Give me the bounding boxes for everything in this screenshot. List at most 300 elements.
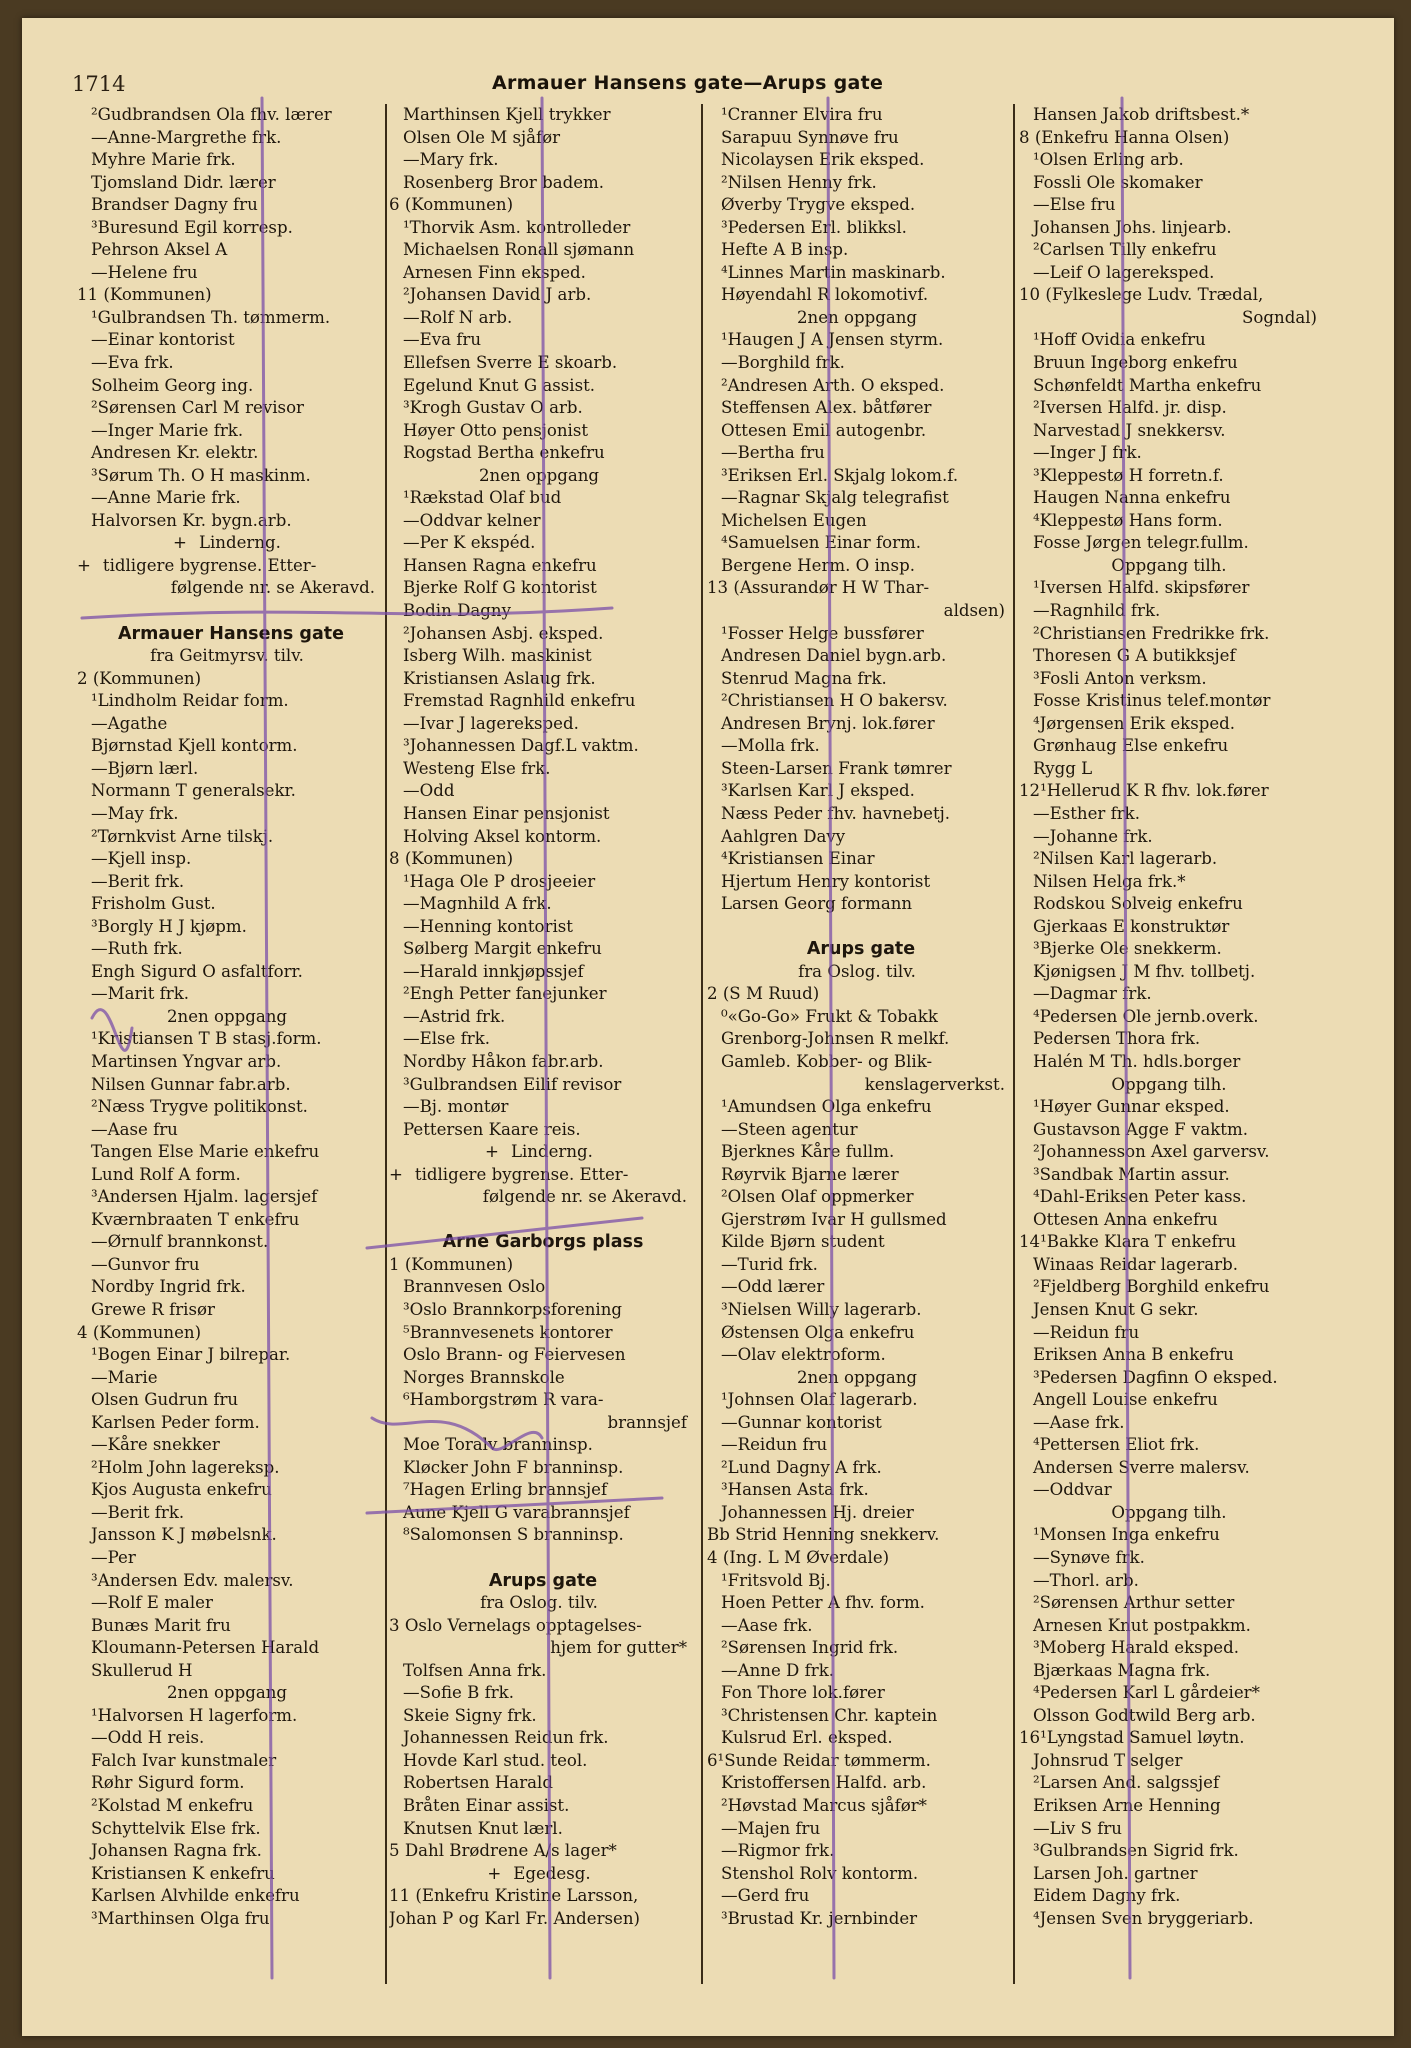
- directory-entry: —Johanne frk.: [1033, 826, 1153, 846]
- directory-entry: —Gunnar kontorist: [721, 1412, 882, 1432]
- directory-entry: Eriksen Arne Henning: [1033, 1796, 1221, 1816]
- spacer: [389, 1209, 689, 1232]
- directory-entry: Nordby Håkon fabr.arb.: [403, 1051, 604, 1071]
- directory-entry: Marthinsen Kjell trykker: [403, 105, 611, 124]
- directory-entry: Kristoffersen Halfd. arb.: [721, 1773, 927, 1793]
- directory-entry: ³Christensen Chr. kaptein: [721, 1705, 938, 1725]
- directory-entry: Martinsen Yngvar arb.: [91, 1051, 282, 1071]
- directory-entry: Gustavson Agge F vaktm.: [1033, 1119, 1248, 1139]
- house-number-entry: 6¹Sunde Reidar tømmerm.: [707, 1750, 931, 1770]
- directory-entry: ³Sørum Th. O H maskinm.: [91, 465, 311, 485]
- directory-entry: —Berit frk.: [91, 871, 185, 891]
- directory-entry: ²Tørnkvist Arne tilskj.: [91, 826, 274, 846]
- page-number: 1714: [72, 72, 126, 96]
- directory-entry: ²Holm John lagereksp.: [91, 1457, 280, 1477]
- directory-entry: Steffensen Alex. båtfører: [721, 398, 932, 418]
- directory-entry: —Steen agentur: [721, 1119, 858, 1139]
- house-number-entry: Bb Strid Henning snekkerv.: [707, 1525, 940, 1545]
- directory-entry: Andersen Sverre malersv.: [1033, 1457, 1250, 1477]
- directory-entry: ⁴Jensen Sven bryggeriarb.: [1033, 1908, 1254, 1928]
- directory-entry: ²Andresen Arth. O eksped.: [721, 375, 945, 395]
- directory-entry: Robertsen Harald: [403, 1773, 553, 1793]
- directory-entry: Kulsrud Erl. eksped.: [721, 1728, 893, 1748]
- directory-entry: Engh Sigurd O asfaltforr.: [91, 961, 303, 981]
- directory-entry: Grønhaug Else enkefru: [1033, 736, 1229, 756]
- directory-entry: —Anne D frk.: [721, 1660, 835, 1680]
- directory-entry: Haugen Nanna enkefru: [1033, 488, 1231, 508]
- directory-entry: —Ørnulf brannkonst.: [91, 1232, 269, 1252]
- directory-entry: Johansen Johs. linjearb.: [1033, 217, 1232, 237]
- spacer: [389, 1547, 689, 1570]
- directory-entry: Eriksen Anna B enkefru: [1033, 1345, 1234, 1365]
- directory-entry: Fossli Ole skomaker: [1033, 172, 1203, 192]
- directory-entry: Høyer Otto pensjonist: [403, 420, 589, 440]
- house-number-entry: 3 Oslo Vernelags opptagelses-: [389, 1615, 642, 1635]
- house-number-entry: 5 Dahl Brødrene A/s lager*: [389, 1841, 617, 1861]
- directory-entry: ⁴Dahl-Eriksen Peter kass.: [1033, 1187, 1247, 1207]
- directory-entry: —Einar kontorist: [91, 330, 235, 350]
- page-header: [72, 62, 1372, 102]
- directory-entry: Sogndal): [1242, 307, 1317, 327]
- directory-entry: Kløcker John F branninsp.: [403, 1457, 624, 1477]
- directory-entry: ⁸Salomonsen S branninsp.: [403, 1525, 624, 1545]
- directory-entry: —Ragnar Skjalg telegrafist: [721, 488, 949, 508]
- directory-entry: —Henning kontorist: [403, 916, 573, 936]
- directory-entry: ¹Høyer Gunnar eksped.: [1033, 1097, 1230, 1117]
- directory-entry: ¹Thorvik Asm. kontrolleder: [403, 217, 631, 237]
- directory-entry: ²Iversen Halfd. jr. disp.: [1033, 398, 1227, 418]
- directory-entry: —Rolf E maler: [91, 1593, 213, 1613]
- directory-entry: Kilde Bjørn student: [721, 1232, 885, 1252]
- directory-entry: Bruun Ingeborg enkefru: [1033, 353, 1238, 373]
- directory-entry: —Thorl. arb.: [1033, 1570, 1139, 1590]
- section-note: Oppgang tilh.: [1111, 1074, 1227, 1094]
- directory-entry: —Liv S fru: [1033, 1818, 1122, 1838]
- directory-entry: ²Nilsen Karl lagerarb.: [1033, 849, 1218, 869]
- directory-entry: Høyendahl R lokomotivf.: [721, 285, 929, 305]
- section-note: 2nen oppgang: [166, 1006, 288, 1026]
- directory-entry: Hansen Jakob driftsbest.*: [1033, 105, 1250, 124]
- directory-entry: Hovde Karl stud. teol.: [403, 1750, 588, 1770]
- directory-entry: ⁴Jørgensen Erik eksped.: [1033, 713, 1236, 733]
- directory-entry: ²Nilsen Henny frk.: [721, 172, 877, 192]
- directory-entry: Røhr Sigurd form.: [91, 1773, 245, 1793]
- directory-entry: Næss Peder fhv. havnebetj.: [721, 803, 951, 823]
- directory-entry: —Ragnhild frk.: [1033, 601, 1161, 621]
- directory-entry: Karlsen Peder form.: [91, 1412, 260, 1432]
- directory-entry: Johannessen Hj. dreier: [721, 1502, 914, 1522]
- section-note: 2nen oppgang: [478, 465, 600, 485]
- boundary-note: + Linderng.: [389, 1141, 689, 1164]
- directory-entry: ¹Rækstad Olaf bud: [403, 488, 562, 508]
- directory-entry: aldsen): [943, 601, 1005, 621]
- directory-entry: Kværnbraaten T enkefru: [91, 1209, 300, 1229]
- directory-entry: —Agathe: [91, 713, 168, 733]
- directory-entry: Bjerke Rolf G kontorist: [403, 578, 597, 598]
- directory-entry: —Rigmor frk.: [721, 1841, 835, 1861]
- directory-entry: —Kåre snekker: [91, 1435, 220, 1455]
- directory-entry: Michaelsen Ronall sjømann: [403, 240, 635, 260]
- directory-entry: ¹Fosser Helge bussfører: [721, 623, 924, 643]
- directory-entry: Røyrvik Bjarne lærer: [721, 1164, 899, 1184]
- section-note: 2nen oppgang: [166, 1683, 288, 1703]
- directory-entry: ⁴Samuelsen Einar form.: [721, 533, 922, 553]
- directory-entry: Aahlgren Davy: [721, 826, 846, 846]
- directory-entry: Fosse Kristinus telef.montør: [1033, 691, 1271, 711]
- directory-entry: ²Engh Petter fanejunker: [403, 984, 607, 1004]
- directory-entry: ⁶Hamborgstrøm R vara-: [403, 1390, 604, 1410]
- directory-entry: —Anne Marie frk.: [91, 488, 241, 508]
- directory-entry: Brandser Dagny fru: [91, 195, 258, 215]
- directory-entry: Rodskou Solveig enkefru: [1033, 894, 1243, 914]
- directory-entry: Schyttelvik Else frk.: [91, 1818, 261, 1838]
- directory-entry: Jensen Knut G sekr.: [1033, 1299, 1199, 1319]
- house-number-entry: 11 (Kommunen): [77, 285, 212, 305]
- directory-entry: ³Hansen Asta frk.: [721, 1480, 869, 1500]
- directory-entry: ²Christiansen H O bakersv.: [721, 691, 948, 711]
- section-note: fra Oslog. tilv.: [798, 961, 916, 981]
- directory-entry: ²Sørensen Arthur setter: [1033, 1593, 1235, 1613]
- house-number-entry: 6 (Kommunen): [389, 195, 514, 215]
- directory-entry: Kloumann-Petersen Harald: [91, 1638, 320, 1658]
- directory-entry: —Olav elektroform.: [721, 1345, 886, 1365]
- directory-entry: —Reidun fru: [1033, 1322, 1140, 1342]
- column-divider: [701, 104, 703, 1984]
- directory-entry: ¹Gulbrandsen Th. tømmerm.: [91, 307, 331, 327]
- house-number-entry: 10 (Fylkeslege Ludv. Trædal,: [1019, 285, 1264, 305]
- directory-entry: ¹Iversen Halfd. skipsfører: [1033, 578, 1250, 598]
- column-4: [1019, 104, 1319, 1984]
- directory-entry: ¹Bogen Einar J bilrepar.: [91, 1345, 291, 1365]
- directory-entry: —Esther frk.: [1033, 803, 1141, 823]
- directory-entry: —Bertha fru: [721, 443, 825, 463]
- directory-entry: Skullerud H: [91, 1660, 193, 1680]
- directory-entry: ¹Haga Ole P drosjeeier: [403, 871, 596, 891]
- directory-entry: Johansen Ragna frk.: [91, 1841, 262, 1861]
- directory-entry: —Leif O lagereksped.: [1033, 262, 1215, 282]
- spacer: [707, 916, 1007, 939]
- directory-entry: —Rolf N arb.: [403, 307, 513, 327]
- directory-entry: Andresen Brynj. lok.fører: [721, 713, 935, 733]
- directory-entry: Rogstad Bertha enkefru: [403, 443, 605, 463]
- column-3: [707, 104, 1007, 1984]
- directory-entry: Stenrud Magna frk.: [721, 668, 887, 688]
- directory-entry: Schønfeldt Martha enkefru: [1033, 375, 1262, 395]
- directory-entry: ⁴Kristiansen Einar: [721, 849, 875, 869]
- directory-entry: Gjerstrøm Ivar H gullsmed: [721, 1209, 947, 1229]
- directory-entry: ⁴Pedersen Karl L gårdeier*: [1033, 1683, 1260, 1703]
- directory-entry: Nicolaysen Erik eksped.: [721, 150, 925, 170]
- directory-entry: Rosenberg Bror badem.: [403, 172, 605, 192]
- directory-entry: Bjerknes Kåre fullm.: [721, 1142, 895, 1162]
- directory-entry: Hoen Petter A fhv. form.: [721, 1593, 925, 1613]
- directory-entry: Kristiansen K enkefru: [91, 1863, 275, 1883]
- directory-entry: Myhre Marie frk.: [91, 150, 236, 170]
- directory-entry: —Per: [91, 1548, 136, 1567]
- section-note: 2nen oppgang: [796, 307, 918, 327]
- directory-entry: Fon Thore lok.fører: [721, 1683, 885, 1703]
- directory-entry: Tangen Else Marie enkefru: [91, 1142, 320, 1162]
- section-note: fra Oslog. tilv.: [480, 1593, 598, 1613]
- directory-entry: —Aase frk.: [1033, 1412, 1125, 1432]
- directory-entry: Nordby Ingrid frk.: [91, 1277, 246, 1297]
- directory-columns: [77, 104, 1377, 1984]
- directory-entry: Øverby Trygve eksped.: [721, 195, 916, 215]
- directory-entry: —Kjell insp.: [91, 849, 192, 869]
- directory-entry: ¹Lindholm Reidar form.: [91, 691, 289, 711]
- directory-entry: —Gerd fru: [721, 1886, 810, 1906]
- section-note: Oppgang tilh.: [1111, 1502, 1227, 1522]
- directory-entry: følgende nr. se Akeravd.: [482, 1187, 687, 1207]
- directory-entry: ²Larsen And. salgssjef: [1033, 1773, 1220, 1793]
- directory-entry: Thoresen G A butikksjef: [1033, 646, 1236, 666]
- directory-entry: Knutsen Knut lærl.: [403, 1818, 563, 1838]
- section-note: fra Geitmyrsv. tilv.: [150, 646, 304, 666]
- directory-entry: —Odd H reis.: [91, 1728, 205, 1748]
- directory-entry: Narvestad J snekkersv.: [1033, 420, 1226, 440]
- directory-entry: Johannessen Reidun frk.: [403, 1728, 609, 1748]
- directory-entry: Hansen Ragna enkefru: [403, 555, 597, 575]
- house-number-entry: 16¹Lyngstad Samuel løytn.: [1019, 1728, 1245, 1748]
- directory-entry: —Eva fru: [403, 330, 482, 350]
- directory-entry: —Helene fru: [91, 262, 198, 282]
- directory-entry: Tjomsland Didr. lærer: [91, 172, 276, 192]
- directory-entry: Falch Ivar kunstmaler: [91, 1750, 277, 1770]
- directory-entry: ²Christiansen Fredrikke frk.: [1033, 623, 1270, 643]
- directory-entry: —Synøve frk.: [1033, 1548, 1145, 1567]
- directory-entry: ²Næss Trygve politikonst.: [91, 1097, 308, 1117]
- directory-entry: Fremstad Ragnhild enkefru: [403, 691, 636, 711]
- directory-entry: ³Brustad Kr. jernbinder: [721, 1908, 918, 1928]
- directory-entry: Oslo Brann- og Feiervesen: [403, 1345, 626, 1365]
- directory-entry: Andresen Kr. elektr.: [91, 443, 259, 463]
- street-heading: Arne Garborgs plass: [442, 1232, 644, 1253]
- running-title: Armauer Hansens gate—Arups gate: [492, 72, 884, 94]
- street-heading: Arups gate: [488, 1570, 598, 1591]
- directory-entry: Pedersen Thora frk.: [1033, 1029, 1201, 1049]
- directory-entry: —Odd: [403, 781, 455, 801]
- directory-entry: Hefte A B insp.: [721, 240, 849, 260]
- column-divider: [1013, 104, 1015, 1984]
- directory-entry: ³Marthinsen Olga fru: [91, 1908, 270, 1928]
- directory-entry: ²Fjeldberg Borghild enkefru: [1033, 1277, 1270, 1297]
- directory-entry: ³Gulbrandsen Sigrid frk.: [1033, 1841, 1239, 1861]
- street-heading: Arups gate: [806, 939, 916, 960]
- directory-entry: —Oddvar kelner: [403, 510, 541, 530]
- directory-entry: Aune Kjell G varabrannsjef: [403, 1502, 630, 1522]
- directory-entry: —Reidun fru: [721, 1435, 828, 1455]
- directory-entry: Bodin Dagny: [403, 601, 511, 621]
- directory-entry: ³Oslo Brannkorpsforening: [403, 1299, 623, 1319]
- directory-entry: Olsson Godtwild Berg arb.: [1033, 1705, 1256, 1725]
- directory-entry: ¹Johnsen Olaf lagerarb.: [721, 1390, 918, 1410]
- directory-entry: ³Gulbrandsen Eilif revisor: [403, 1074, 622, 1094]
- directory-entry: —Majen fru: [721, 1818, 821, 1838]
- house-number-entry: 2 (S M Ruud): [707, 984, 820, 1004]
- directory-entry: Østensen Olga enkefru: [721, 1322, 915, 1342]
- directory-entry: ¹Hoff Ovidia enkefru: [1033, 330, 1206, 350]
- directory-entry: —Ruth frk.: [91, 939, 183, 959]
- house-number-entry: 11 (Enkefru Kristine Larsson,: [389, 1886, 639, 1906]
- directory-entry: Ottesen Anna enkefru: [1033, 1209, 1218, 1229]
- directory-entry: Grenborg-Johnsen R melkf.: [721, 1029, 950, 1049]
- directory-entry: Andresen Daniel bygn.arb.: [721, 646, 947, 666]
- directory-entry: ¹Fritsvold Bj.: [721, 1570, 831, 1590]
- directory-entry: Bjørnstad Kjell kontorm.: [91, 736, 298, 756]
- spacer: [77, 600, 377, 623]
- directory-entry: —Mary frk.: [403, 150, 499, 170]
- directory-entry: Bunæs Marit fru: [91, 1615, 231, 1635]
- directory-entry: Egelund Knut G assist.: [403, 375, 596, 395]
- directory-entry: Grewe R frisør: [91, 1299, 215, 1319]
- directory-entry: ¹Kristiansen T B stasj.form.: [91, 1029, 322, 1049]
- directory-entry: ²Olsen Olaf oppmerker: [721, 1187, 914, 1207]
- column-divider: [385, 104, 387, 1984]
- directory-entry: Stenshol Rolv kontorm.: [721, 1863, 919, 1883]
- directory-entry: Pehrson Aksel A: [91, 240, 228, 260]
- directory-entry: ³Andersen Edv. malersv.: [91, 1570, 294, 1590]
- directory-entry: Frisholm Gust.: [91, 894, 216, 914]
- house-number-entry: 12¹Hellerud K R fhv. lok.fører: [1019, 781, 1269, 801]
- directory-entry: Olsen Gudrun fru: [91, 1390, 239, 1410]
- directory-entry: Gamleb. Kobber- og Blik-: [721, 1051, 933, 1071]
- directory-entry: ³Pedersen Erl. blikksl.: [721, 217, 907, 237]
- directory-entry: ³Buresund Egil korresp.: [91, 217, 293, 237]
- directory-entry: —Bj. montør: [403, 1097, 509, 1117]
- directory-entry: ³Sandbak Martin assur.: [1033, 1164, 1230, 1184]
- directory-entry: Olsen Ole M sjåfør: [403, 127, 561, 147]
- directory-entry: Kjønigsen J M fhv. tollbetj.: [1033, 961, 1256, 981]
- directory-entry: —Anne-Margrethe frk.: [91, 127, 282, 147]
- directory-entry: —Molla frk.: [721, 736, 820, 756]
- directory-entry: ⁵Brannvesenets kontorer: [403, 1322, 613, 1342]
- directory-entry: Normann T generalsekr.: [91, 781, 296, 801]
- directory-entry: Kjos Augusta enkefru: [91, 1480, 272, 1500]
- directory-entry: —Aase frk.: [721, 1615, 813, 1635]
- column-2: [389, 104, 689, 1984]
- directory-entry: ³Moberg Harald eksped.: [1033, 1638, 1240, 1658]
- directory-entry: Halvorsen Kr. bygn.arb.: [91, 510, 292, 530]
- directory-entry: Bråten Einar assist.: [403, 1796, 570, 1816]
- section-note: 2nen oppgang: [796, 1367, 918, 1387]
- directory-entry: ²Carlsen Tilly enkefru: [1033, 240, 1217, 260]
- directory-entry: —Else fru: [1033, 195, 1116, 215]
- street-heading: Armauer Hansens gate: [117, 623, 344, 644]
- directory-entry: —Dagmar frk.: [1033, 984, 1152, 1004]
- directory-entry: —Inger Marie frk.: [91, 420, 244, 440]
- directory-entry: ⁷Hagen Erling brannsjef: [403, 1480, 608, 1500]
- directory-entry: Ellefsen Sverre E skoarb.: [403, 353, 618, 373]
- directory-entry: —May frk.: [91, 803, 179, 823]
- boundary-note: + Linderng.: [77, 532, 377, 555]
- house-number-entry: 2 (Kommunen): [77, 668, 202, 688]
- directory-entry: —Magnhild A frk.: [403, 894, 552, 914]
- directory-entry: ²Johansen David J arb.: [403, 285, 592, 305]
- directory-entry: —Else frk.: [403, 1029, 491, 1049]
- directory-entry: Sølberg Margit enkefru: [403, 939, 602, 959]
- directory-entry: Bjærkaas Magna frk.: [1033, 1660, 1211, 1680]
- directory-entry: Hjertum Henry kontorist: [721, 871, 931, 891]
- directory-entry: ¹Amundsen Olga enkefru: [721, 1097, 932, 1117]
- section-note: Oppgang tilh.: [1111, 555, 1227, 575]
- directory-entry: —Berit frk.: [91, 1502, 185, 1522]
- column-1: [77, 104, 377, 1984]
- directory-entry: —Borghild frk.: [721, 353, 845, 373]
- directory-entry: ³Kleppestø H forretn.f.: [1033, 465, 1224, 485]
- directory-entry: Nilsen Gunnar fabr.arb.: [91, 1074, 291, 1094]
- directory-entry: ¹Cranner Elvira fru: [721, 105, 883, 124]
- directory-entry: —Eva frk.: [91, 353, 174, 373]
- directory-entry: —Aase fru: [91, 1119, 178, 1139]
- directory-entry: Sarapuu Synnøve fru: [721, 127, 899, 147]
- directory-entry: ¹Haugen J A Jensen styrm.: [721, 330, 944, 350]
- directory-entry: Larsen Georg formann: [721, 894, 913, 914]
- directory-entry: kenslagerverkst.: [864, 1074, 1005, 1094]
- directory-entry: Skeie Signy frk.: [403, 1705, 537, 1725]
- directory-entry: Nilsen Helga frk.*: [1033, 871, 1186, 891]
- directory-entry: —Turid frk.: [721, 1254, 818, 1274]
- directory-entry: ²Gudbrandsen Ola fhv. lærer: [91, 105, 332, 124]
- directory-entry: Brannvesen Oslo: [403, 1277, 546, 1297]
- directory-entry: Karlsen Alvhilde enkefru: [91, 1886, 300, 1906]
- directory-entry: —Marie: [91, 1367, 158, 1387]
- directory-entry: Isberg Wilh. maskinist: [403, 646, 592, 666]
- directory-entry: ⁴Pettersen Eliot frk.: [1033, 1435, 1200, 1455]
- directory-entry: ³Krogh Gustav O arb.: [403, 398, 583, 418]
- directory-entry: ²Kolstad M enkefru: [91, 1796, 254, 1816]
- directory-entry: Johnsrud T selger: [1033, 1750, 1183, 1770]
- directory-entry: ¹Olsen Erling arb.: [1033, 150, 1184, 170]
- directory-entry: Pettersen Kaare reis.: [403, 1119, 581, 1139]
- boundary-note: + tidligere bygrense. Etter-: [77, 555, 377, 578]
- house-number-entry: 13 (Assurandør H W Thar-: [707, 578, 930, 598]
- directory-entry: Westeng Else frk.: [403, 758, 551, 778]
- directory-entry: hjem for gutter*: [550, 1638, 687, 1658]
- directory-entry: Bergene Herm. O insp.: [721, 555, 915, 575]
- directory-entry: ²Sørensen Ingrid frk.: [721, 1638, 899, 1658]
- directory-entry: Michelsen Eugen: [721, 510, 867, 530]
- directory-entry: Solheim Georg ing.: [91, 375, 254, 395]
- directory-entry: Kristiansen Aslaug frk.: [403, 668, 596, 688]
- directory-entry: —Odd lærer: [721, 1277, 825, 1297]
- directory-entry: ³Andersen Hjalm. lagersjef: [91, 1187, 318, 1207]
- directory-entry: ³Bjerke Ole snekkerm.: [1033, 939, 1222, 959]
- directory-entry: ¹Monsen Inga enkefru: [1033, 1525, 1220, 1545]
- directory-entry: ⁴Pedersen Ole jernb.overk.: [1033, 1006, 1259, 1026]
- directory-entry: —Gunvor fru: [91, 1254, 200, 1274]
- directory-entry: Hansen Einar pensjonist: [403, 803, 610, 823]
- boundary-note: + Egedesg.: [389, 1863, 689, 1886]
- directory-entry: Angell Louise enkefru: [1033, 1390, 1218, 1410]
- directory-entry: Fosse Jørgen telegr.fullm.: [1033, 533, 1249, 553]
- directory-entry: Ottesen Emil autogenbr.: [721, 420, 927, 440]
- directory-entry: Jansson K J møbelsnk.: [91, 1525, 277, 1545]
- house-number-entry: 8 (Kommunen): [389, 849, 514, 869]
- directory-entry: ³Karlsen Karl J eksped.: [721, 781, 915, 801]
- directory-entry: ³Borgly H J kjøpm.: [91, 916, 247, 936]
- directory-entry: ¹Halvorsen H lagerform.: [91, 1705, 298, 1725]
- directory-entry: Arnesen Finn eksped.: [403, 262, 586, 282]
- boundary-note: + tidligere bygrense. Etter-: [389, 1164, 689, 1187]
- house-number-entry: 14¹Bakke Klara T enkefru: [1019, 1232, 1237, 1252]
- directory-entry: —Inger J frk.: [1033, 443, 1142, 463]
- directory-entry: ⁴Linnes Martin maskinarb.: [721, 262, 946, 282]
- directory-entry: Steen-Larsen Frank tømrer: [721, 758, 952, 778]
- directory-entry: —Sofie B frk.: [403, 1683, 514, 1703]
- directory-entry: ⁰«Go-Go» Frukt & Tobakk: [721, 1006, 938, 1026]
- directory-entry: —Ivar J lagereksped.: [403, 713, 579, 733]
- directory-entry: Eidem Dagny frk.: [1033, 1886, 1181, 1906]
